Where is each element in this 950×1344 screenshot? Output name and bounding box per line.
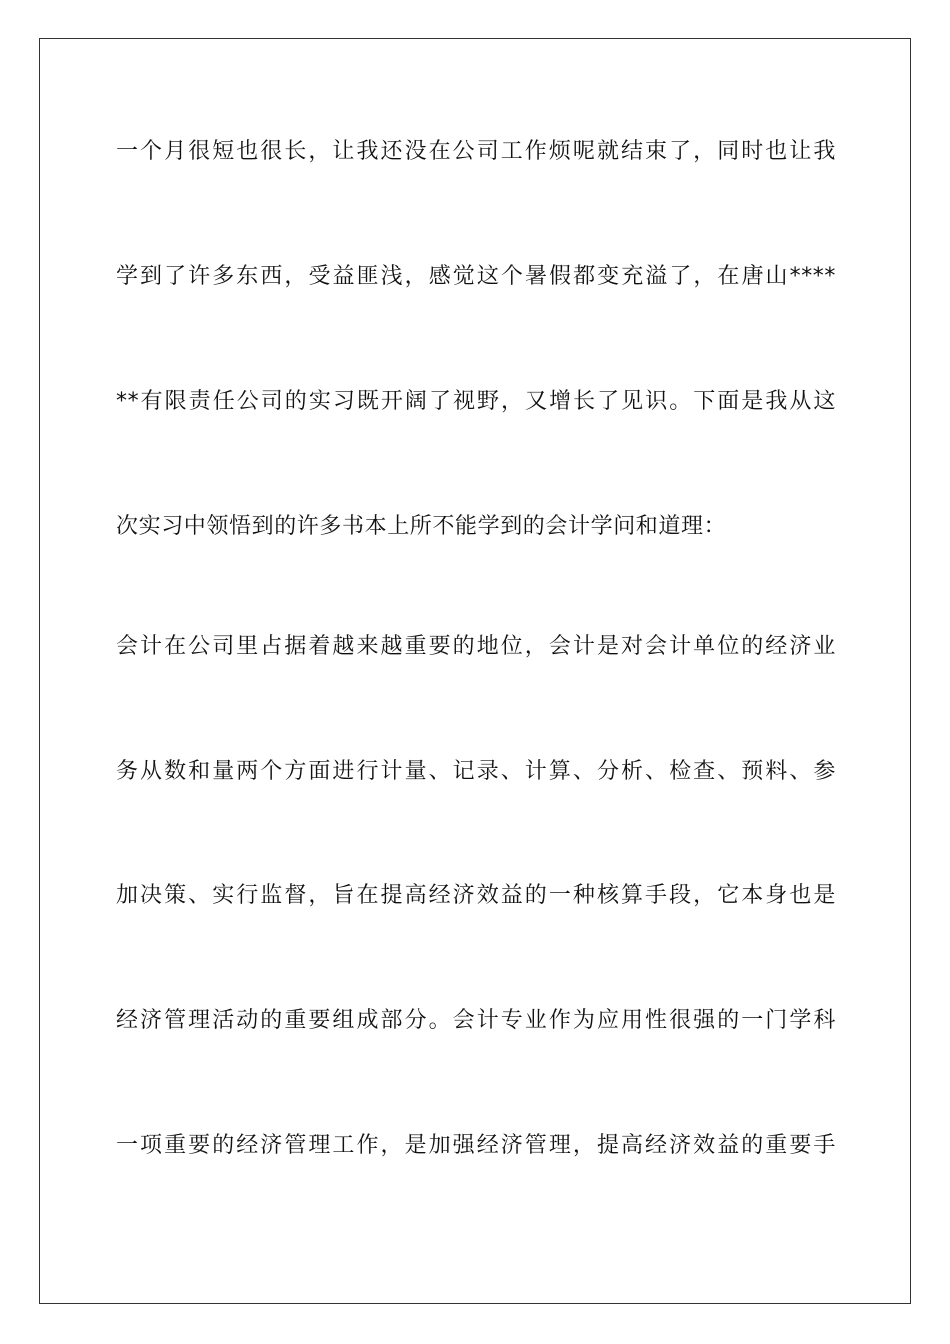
text-line: 会计在公司里占据着越来越重要的地位，会计是对会计单位的经济业 (116, 634, 836, 659)
text-line: **有限责任公司的实习既开阔了视野，又增长了见识。下面是我从这 (116, 389, 836, 414)
text-line: 务从数和量两个方面进行计量、记录、计算、分析、检查、预料、参 (116, 759, 836, 784)
text-line: 学到了许多东西，受益匪浅，感觉这个暑假都变充溢了，在唐山**** (116, 264, 836, 289)
text-line: 经济管理活动的重要组成部分。会计专业作为应用性很强的一门学科 (116, 1008, 836, 1033)
page-frame (39, 38, 911, 1304)
text-line: 次实习中领悟到的许多书本上所不能学到的会计学问和道理： (116, 514, 727, 539)
text-line: 一项重要的经济管理工作，是加强经济管理，提高经济效益的重要手 (116, 1133, 836, 1158)
text-line: 加决策、实行监督，旨在提高经济效益的一种核算手段，它本身也是 (116, 883, 836, 908)
text-line: 一个月很短也很长，让我还没在公司工作烦呢就结束了，同时也让我 (116, 139, 836, 164)
